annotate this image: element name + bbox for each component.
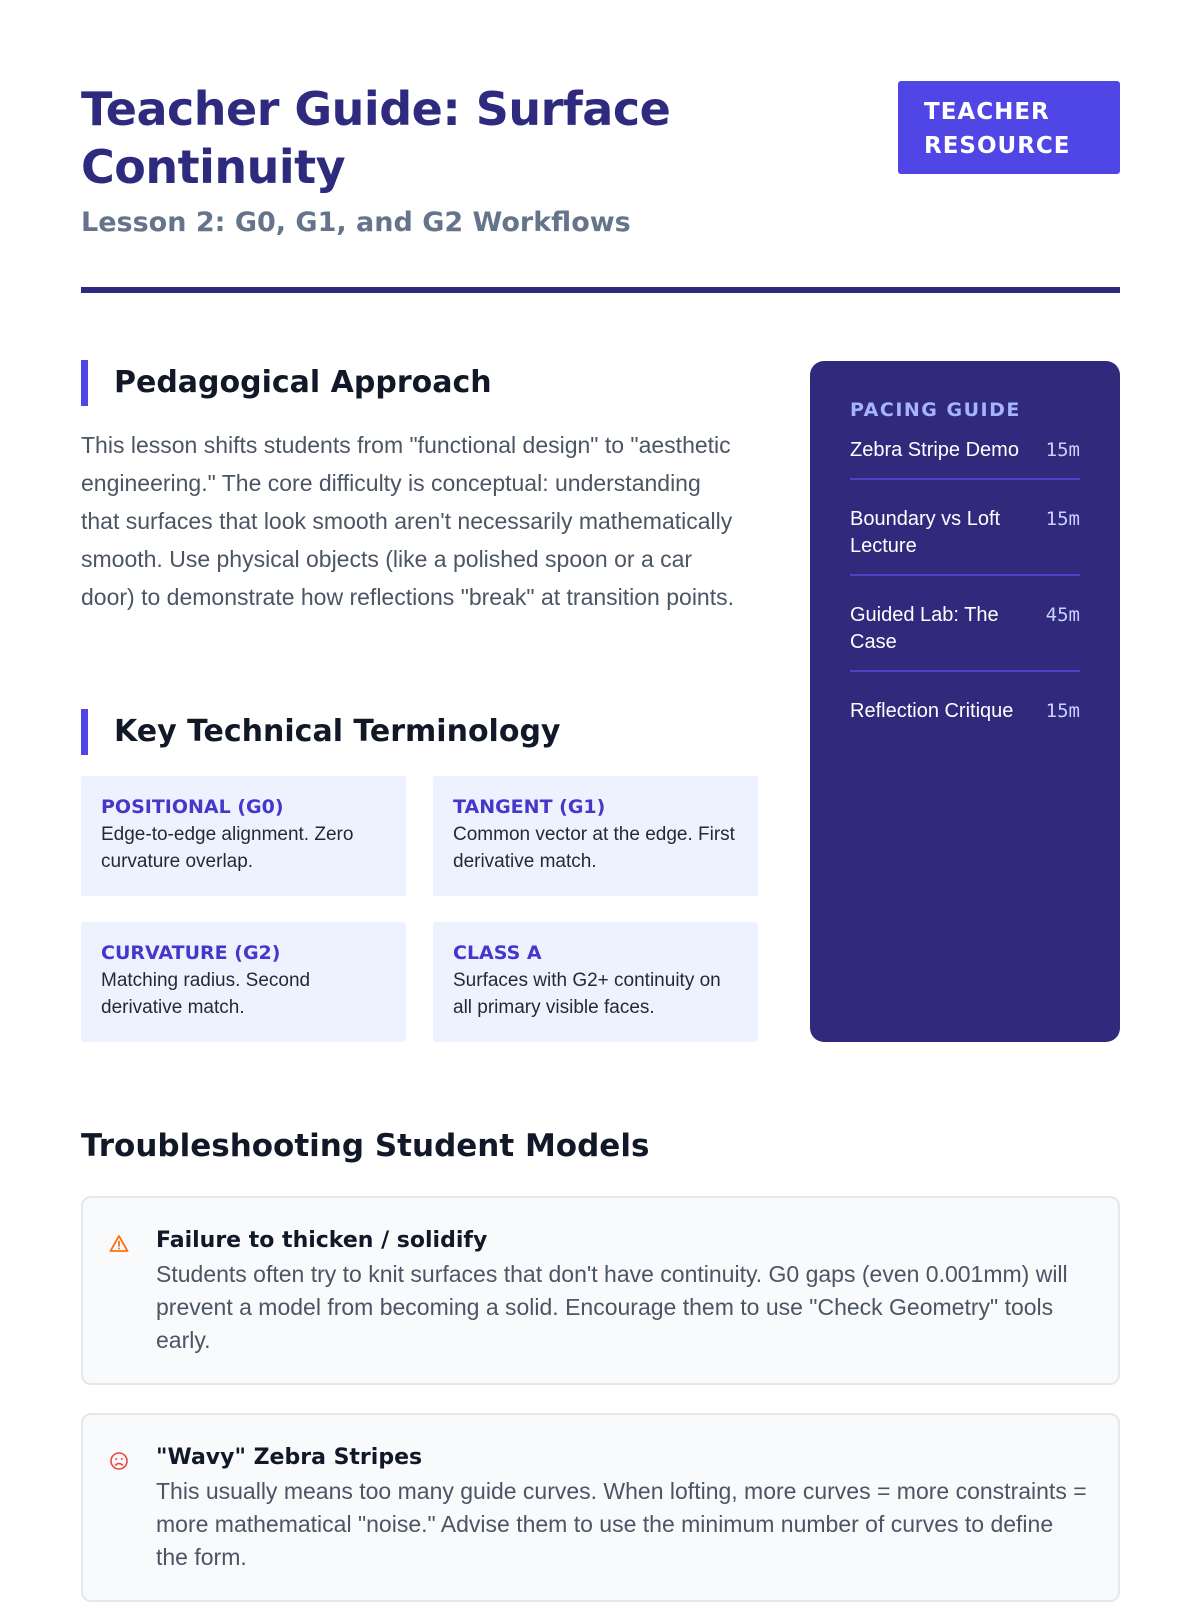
- term-description: Matching radius. Second derivative match.: [101, 970, 311, 1018]
- issue-body: This usually means too many guide curves. When lofting, more curves = more constraints = more mathematical "noise." Advise them to use the minimum number of curves to define the form.: [156, 1478, 1087, 1570]
- pacing-guide-label: PACING GUIDE: [850, 399, 1021, 421]
- teacher-resource-badge: TEACHER RESOURCE: [898, 81, 1120, 174]
- term-card-curvature: [81, 922, 406, 1042]
- issue-title: "Wavy" Zebra Stripes: [156, 1445, 423, 1470]
- term-description: Surfaces with G2+ continuity on all primary visible faces.: [453, 970, 721, 1018]
- term-card-class-a: [433, 922, 758, 1042]
- pacing-item-time: 15m: [1045, 508, 1080, 530]
- pedagogical-approach-text: This lesson shifts students from "functional design" to "aesthetic engineering." The core difficulty is conceptual: understanding that surfaces that look smooth aren't necessarily mathematically smooth. Use physical objects (like a polished spoon or a car door) to demonstrate how reflections "break" at transition points.: [81, 432, 734, 610]
- pacing-item-time: 15m: [1045, 700, 1080, 722]
- term-description: Common vector at the edge. First derivative match.: [453, 824, 735, 872]
- warning-icon: [109, 1234, 129, 1254]
- pacing-item-name: Zebra Stripe Demo: [850, 439, 1019, 461]
- term-description: Edge-to-edge alignment. Zero curvature overlap.: [101, 824, 354, 872]
- pacing-item-name: Reflection Critique: [850, 700, 1014, 722]
- pacing-item: [850, 506, 1080, 576]
- teacher-guide-page: [81, 0, 1120, 1570]
- term-name: TANGENT (G1): [453, 796, 606, 818]
- terminology-heading: Key Technical Terminology: [81, 709, 560, 755]
- pacing-item-time: 45m: [1045, 604, 1080, 626]
- pacing-item: [850, 698, 1080, 739]
- pacing-item: [850, 602, 1080, 672]
- pedagogical-approach-heading: Pedagogical Approach: [81, 360, 492, 406]
- issue-card-thicken: [81, 1196, 1120, 1385]
- term-card-tangent: [433, 776, 758, 896]
- troubleshooting-heading: Troubleshooting Student Models: [81, 1128, 650, 1164]
- page-header: [81, 0, 1120, 295]
- header-divider: [81, 287, 1120, 293]
- page-title: Teacher Guide: Surface Continuity: [81, 82, 671, 194]
- issue-title: Failure to thicken / solidify: [156, 1228, 488, 1253]
- issue-body: Students often try to knit surfaces that don't have continuity. G0 gaps (even 0.001mm) will prevent a model from becoming a solid. Encourage them to use "Check Geometry" tools early.: [156, 1261, 1068, 1353]
- pacing-guide-panel: [810, 361, 1120, 1042]
- page-subtitle: Lesson 2: G0, G1, and G2 Workflows: [81, 207, 631, 238]
- term-name: POSITIONAL (G0): [101, 796, 284, 818]
- pacing-item-name: Boundary vs Loft Lecture: [850, 508, 1001, 557]
- pacing-item-time: 15m: [1045, 439, 1080, 461]
- term-card-positional: [81, 776, 406, 896]
- issue-card-wavy-zebra: [81, 1413, 1120, 1602]
- pacing-item: [850, 437, 1080, 480]
- term-name: CURVATURE (G2): [101, 942, 281, 964]
- term-name: CLASS A: [453, 942, 542, 964]
- frown-icon: [109, 1451, 129, 1471]
- pacing-item-name: Guided Lab: The Case: [850, 604, 999, 653]
